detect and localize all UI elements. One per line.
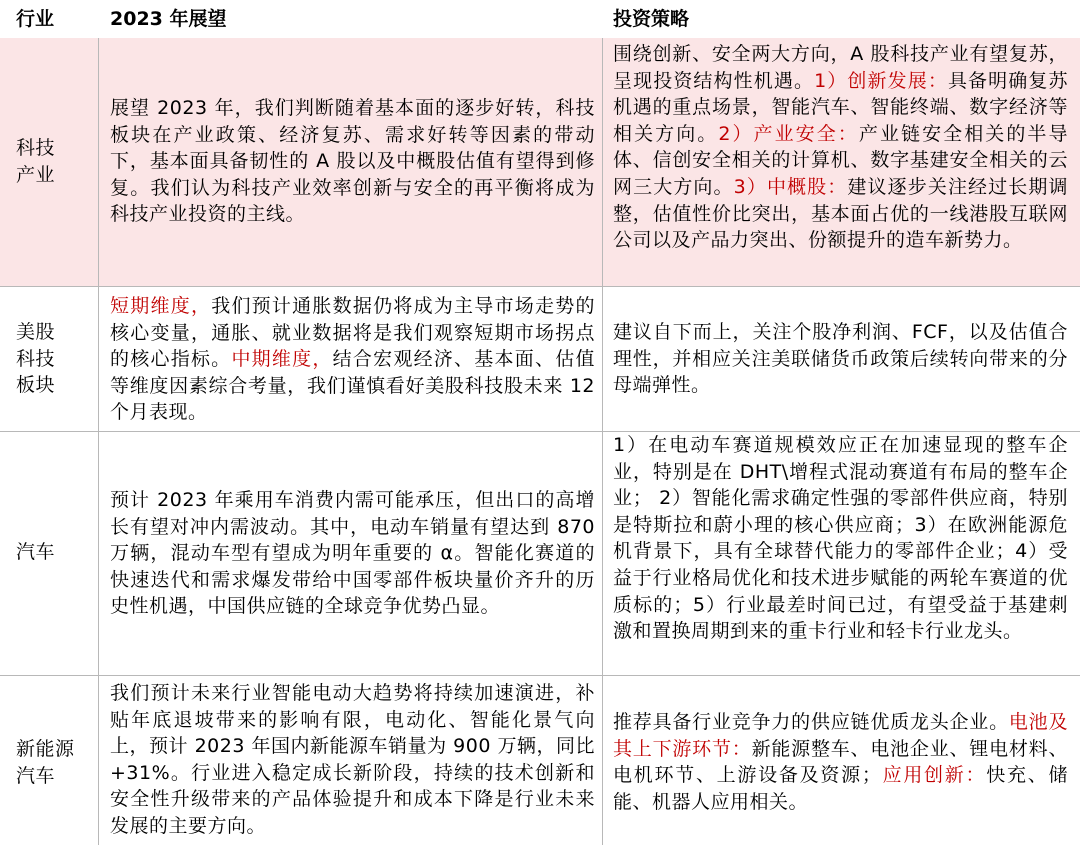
table-row-auto (0, 432, 1080, 676)
table-row-us-tech (0, 287, 1080, 432)
outlook-text: 结合宏观经济、基本面、估值等维度因素综合考量，我们谨慎看好美股科技股未来 12 个月表现。 (110, 348, 595, 424)
strategy-highlight: 1）创新发展： (814, 69, 948, 92)
industry-cell: 新能源 汽车 (16, 738, 75, 787)
industry-cell: 汽车 (16, 541, 56, 563)
strategy-text: 新能源整车、电池企业、锂电材料、电机环节、上游设备及资源； (613, 737, 1068, 787)
strategy-cell: 1）在电动车赛道规模效应正在加速显现的整车企业，特别是在 DHT\增程式混动赛道有布局的整车企业； 2）智能化需求确定性强的零部件供应商，特别是特斯拉和蔚小理的核心供应商；3）在欧洲能源危机背景下，具有全球替代能力的零部件企业；4）受益于行业格局优化和技术进步赋能的两轮车赛道的优质标的；5）行业最差时间已过，有望受益于基建刺激和置换周期到来的重卡行业和轻卡行业龙头。 (613, 434, 1068, 643)
outlook-text: 我们预计通胀数据仍将成为主导市场走势的核心变量，通胀、就业数据将是我们观察短期市场拐点的核心指标。 (110, 295, 595, 371)
strategy-highlight: 电池及其上下游环节： (613, 711, 1068, 760)
industry-cell: 科技 产业 (16, 137, 56, 186)
strategy-text: 围绕创新、安全两大方向，A 股科技产业有望复苏，呈现投资结构性机遇。 (613, 43, 1068, 92)
table-header (0, 0, 1080, 40)
outlook-cell: 展望 2023 年，我们判断随着基本面的逐步好转，科技板块在产业政策、经济复苏、需求好转等因素的带动下，基本面具备韧性的 A 股以及中概股估值有望得到修复。我们认为科技产业效率创新与安全的再平衡将成为科技产业投资的主线。 (110, 97, 595, 226)
strategy-cell: 建议自下而上，关注个股净利润、FCF，以及估值合理性，并相应关注美联储货币政策后续转向带来的分母端弹性。 (613, 321, 1068, 397)
table-row-tech (0, 38, 1080, 287)
strategy-text: 具备明确复苏机遇的重点场景，智能汽车、智能终端、数字经济等相关方向。 (613, 69, 1068, 145)
strategy-text: 推荐具备行业竞争力的供应链优质龙头企业。 (613, 711, 1009, 733)
strategy-highlight: 2）产业安全： (718, 122, 859, 145)
strategy-text: 建议逐步关注经过长期调整，估值性价比突出，基本面占优的一线港股互联网公司以及产品力突出、份额提升的造车新势力。 (613, 175, 1068, 252)
strategy-text: 快充、储能、机器人应用相关。 (613, 764, 1068, 813)
strategy-cell (613, 41, 1068, 254)
strategy-cell (613, 709, 1068, 815)
strategy-highlight: 应用创新： (881, 764, 987, 787)
strategy-highlight: 3）中概股： (733, 175, 848, 198)
outlook-cell: 预计 2023 年乘用车消费内需可能承压，但出口的高增长有望对冲内需波动。其中，电动车销量有望达到 870 万辆，混动车型有望成为明年重要的 α。智能化赛道的快速迭代和需求爆发带给中国零部件板块量价齐升的历史性机遇，中国供应链的全球竞争优势凸显。 (110, 489, 595, 618)
table-row-nev (0, 676, 1080, 845)
column-divider (602, 38, 603, 845)
header-outlook: 2023 年展望 (110, 8, 227, 30)
outlook-highlight: 短期维度， (110, 295, 212, 317)
strategy-text: 产业链安全相关的半导体、信创安全相关的计算机、数字基建安全相关的云网三大方向。 (613, 122, 1068, 198)
outlook-cell: 我们预计未来行业智能电动大趋势将持续加速演进，补贴年底退坡带来的影响有限，电动化、智能化景气向上，预计 2023 年国内新能源车销量为 900 万辆，同比+31%。行业进入稳定成长新阶段，持续的技术创新和安全性升级带来的产品体验提升和成本下降是行业未来发展的主要方向。 (110, 682, 595, 837)
column-divider (98, 38, 99, 845)
outlook-highlight: 中期维度， (231, 348, 333, 371)
outlook-cell (110, 293, 595, 426)
industry-cell: 美股 科技 板块 (16, 321, 56, 397)
header-industry: 行业 (16, 8, 55, 30)
header-strategy: 投资策略 (613, 8, 690, 30)
